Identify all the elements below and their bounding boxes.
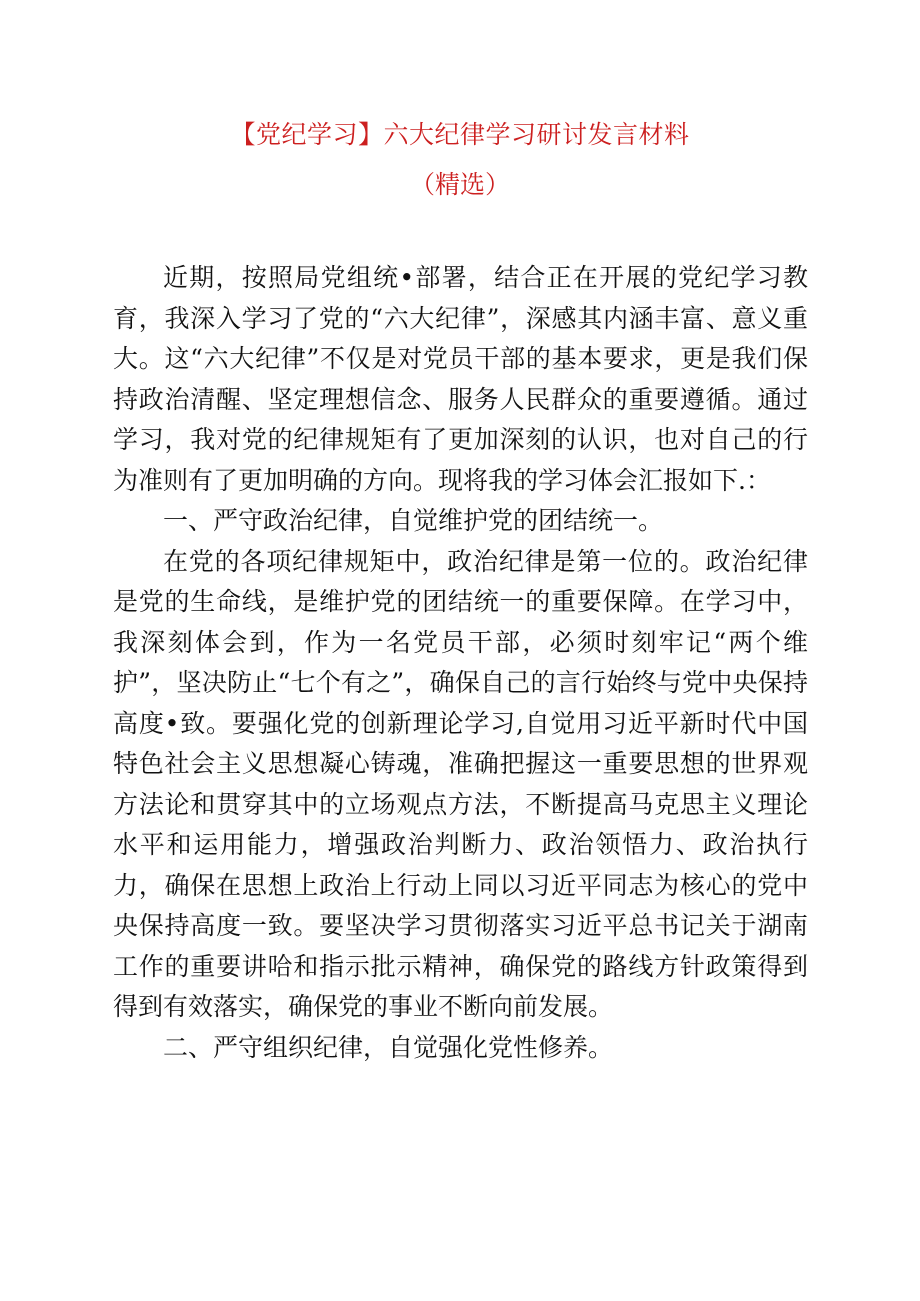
intro-paragraph: 近期，按照局党组统•部署，结合正在开展的党纪学习教育，我深入学习了党的“六大纪律”，深感其内涵丰富、意义重大。这“六大纪律”不仅是对党员干部的基本要求，更是我们保持政治清醒、坚定理想信念、服务人民群众的重要遵循。通过学习，我对党的纪律规矩有了更加深刻的认识，也对自己的行为准则有了更加明确的方向。现将我的学习体会汇报如下.：: [113, 263, 808, 495]
document-title: 【党纪学习】六大纪律学习研讨发言材料: [230, 120, 690, 149]
document-subtitle: （精选）: [409, 170, 510, 199]
document-body: [113, 258, 808, 1068]
section-heading-political: 一、严守政治纪律，自觉维护党的团结统一。: [163, 506, 664, 535]
political-discipline-paragraph: 在党的各项纪律规矩中，政治纪律是第一位的。政治纪律是党的生命线，是维护党的团结统一的重要保障。在学习中，我深刻体会到，作为一名党员干部，必须时刻牢记“两个维护”，坚决防止“七个有之”，确保自己的言行始终与党中央保持高度•致。要强化党的创新理论学习,自觉用习近平新时代中国特色社会主义思想凝心铸魂，准确把握这一重要思想的世界观方法论和贯穿其中的立场观点方法，不断提高马克思主义理论水平和运用能力，增强政治判断力、政治领悟力、政治执行力，确保在思想上政治上行动上同以习近平同志为核心的党中央保持高度一致。要坚决学习贯彻落实习近平总书记关于湖南工作的重要讲哈和指示批示精神，确保党的路线方针政策得到得到有效落实，确保党的事业不断向前发展。: [113, 546, 808, 1021]
section-heading-organizational: 二、严守组织纪律，自觉强化党性修养。: [163, 1032, 614, 1062]
